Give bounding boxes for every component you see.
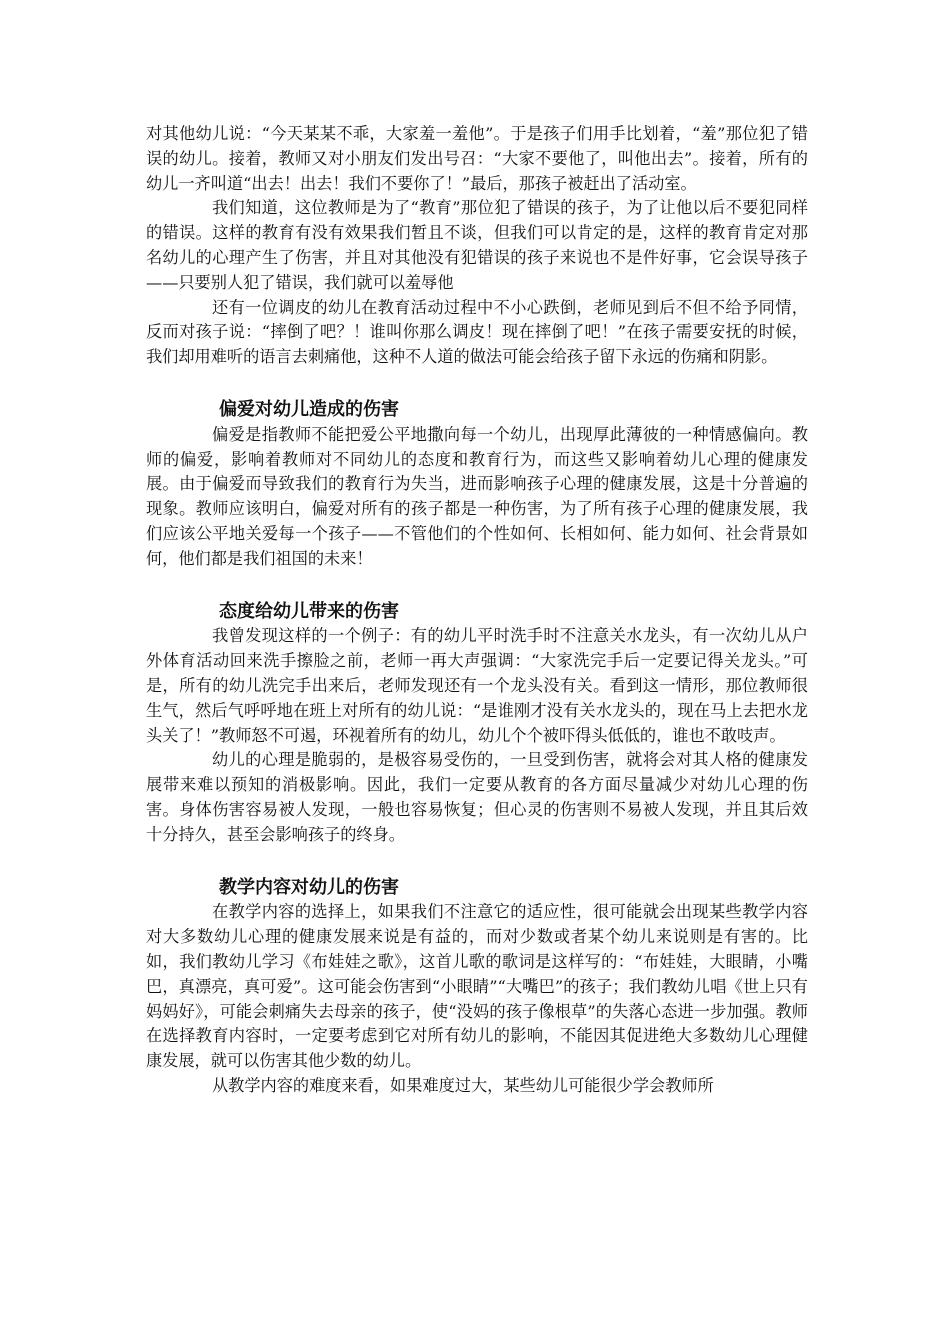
section-heading-teaching-content: 教学内容对幼儿的伤害 — [219, 876, 399, 898]
paragraph-teaching-content-2: 从教学内容的难度来看，如果难度过大，某些幼儿可能很少学会教师所 — [212, 1075, 714, 1095]
section-attitude — [146, 600, 808, 848]
section-favoritism — [146, 398, 808, 572]
paragraph-attitude-1: 我曾发现这样的一个例子：有的幼儿平时洗手时不注意关水龙头，有一次幼儿从户外体育活动回来洗手擦脸之前，老师一再大声强调：“大家洗完手后一定要记得关龙头。”可是，所有的幼儿洗完手出来后，老师发现还有一个龙头没有关。看到这一情形，那位教师很生气，然后气呼呼地在班上对所有的幼儿说：“是谁刚才没有关水龙头的，现在马上去把水龙头关了！”教师怒不可遏，环视着所有的幼儿，幼儿个个被吓得头低低的，谁也不敢吱声。 — [146, 626, 808, 745]
section-teaching-content — [146, 876, 808, 1099]
paragraph-intro-2: 我们知道，这位教师是为了“教育”那位犯了错误的孩子，为了让他以后不要犯同样的错误。这样的教育有没有效果我们暂且不谈，但我们可以肯定的是，这样的教育肯定对那名幼儿的心理产生了伤害，并且对其他没有犯错误的孩子来说也不是件好事，它会误导孩子——只要别人犯了错误，我们就可以羞辱他 — [146, 198, 808, 292]
paragraph-intro-3: 还有一位调皮的幼儿在教育活动过程中不小心跌倒，老师见到后不但不给予同情，反而对孩子说：“摔倒了吧？！谁叫你那么调皮！现在摔倒了吧！”在孩子需要安抚的时候，我们却用难听的语言去刺痛他，这种不人道的做法可能会给孩子留下永远的伤痛和阴影。 — [146, 297, 808, 367]
paragraph-favoritism-1: 偏爱是指教师不能把爱公平地撒向每一个幼儿，出现厚此薄彼的一种情感偏向。教师的偏爱，影响着教师对不同幼儿的态度和教育行为，而这些又影响着幼儿心理的健康发展。由于偏爱而导致我们的教育行为失当，进而影响孩子心理的健康发展，这是十分普遍的现象。教师应该明白，偏爱对所有的孩子都是一种伤害，为了所有孩子心理的健康发展，我们应该公平地关爱每一个孩子——不管他们的个性如何、长相如何、能力如何、社会背景如何，他们都是我们祖国的未来！ — [146, 424, 808, 568]
paragraph-intro-1: 对其他幼儿说：“今天某某不乖，大家羞一羞他”。于是孩子们用手比划着，“羞”那位犯了错误的幼儿。接着，教师又对小朋友们发出号召：“大家不要他了，叫他出去”。接着，所有的幼儿一齐叫道“出去！出去！我们不要你了！”最后，那孩子被赶出了活动室。 — [146, 124, 808, 193]
paragraph-attitude-2: 幼儿的心理是脆弱的，是极容易受伤的，一旦受到伤害，就将会对其人格的健康发展带来难以预知的消极影响。因此，我们一定要从教育的各方面尽量减少对幼儿心理的伤害。身体伤害容易被人发现，一般也容易恢复；但心灵的伤害则不易被人发现，并且其后效十分持久，甚至会影响孩子的终身。 — [146, 750, 808, 844]
paragraph-teaching-content-1: 在教学内容的选择上，如果我们不注意它的适应性，很可能就会出现某些教学内容对大多数幼儿心理的健康发展来说是有益的，而对少数或者某个幼儿来说则是有害的。比如，我们教幼儿学习《布娃娃之歌》，这首儿歌的歌词是这样写的：“布娃娃，大眼睛，小嘴巴，真漂亮，真可爱”。这可能会伤害到“小眼睛”“大嘴巴”的孩子；我们教幼儿唱《世上只有妈妈好》，可能会刺痛失去母亲的孩子，使“没妈的孩子像根草”的失落心态进一步加强。教师在选择教育内容时，一定要考虑到它对所有幼儿的影响，不能因其促进绝大多数幼儿心理健康发展，就可以伤害其他少数的幼儿。 — [146, 902, 808, 1071]
document-page — [146, 122, 808, 1099]
section-heading-attitude: 态度给幼儿带来的伤害 — [219, 600, 399, 622]
section-heading-favoritism: 偏爱对幼儿造成的伤害 — [219, 398, 399, 420]
